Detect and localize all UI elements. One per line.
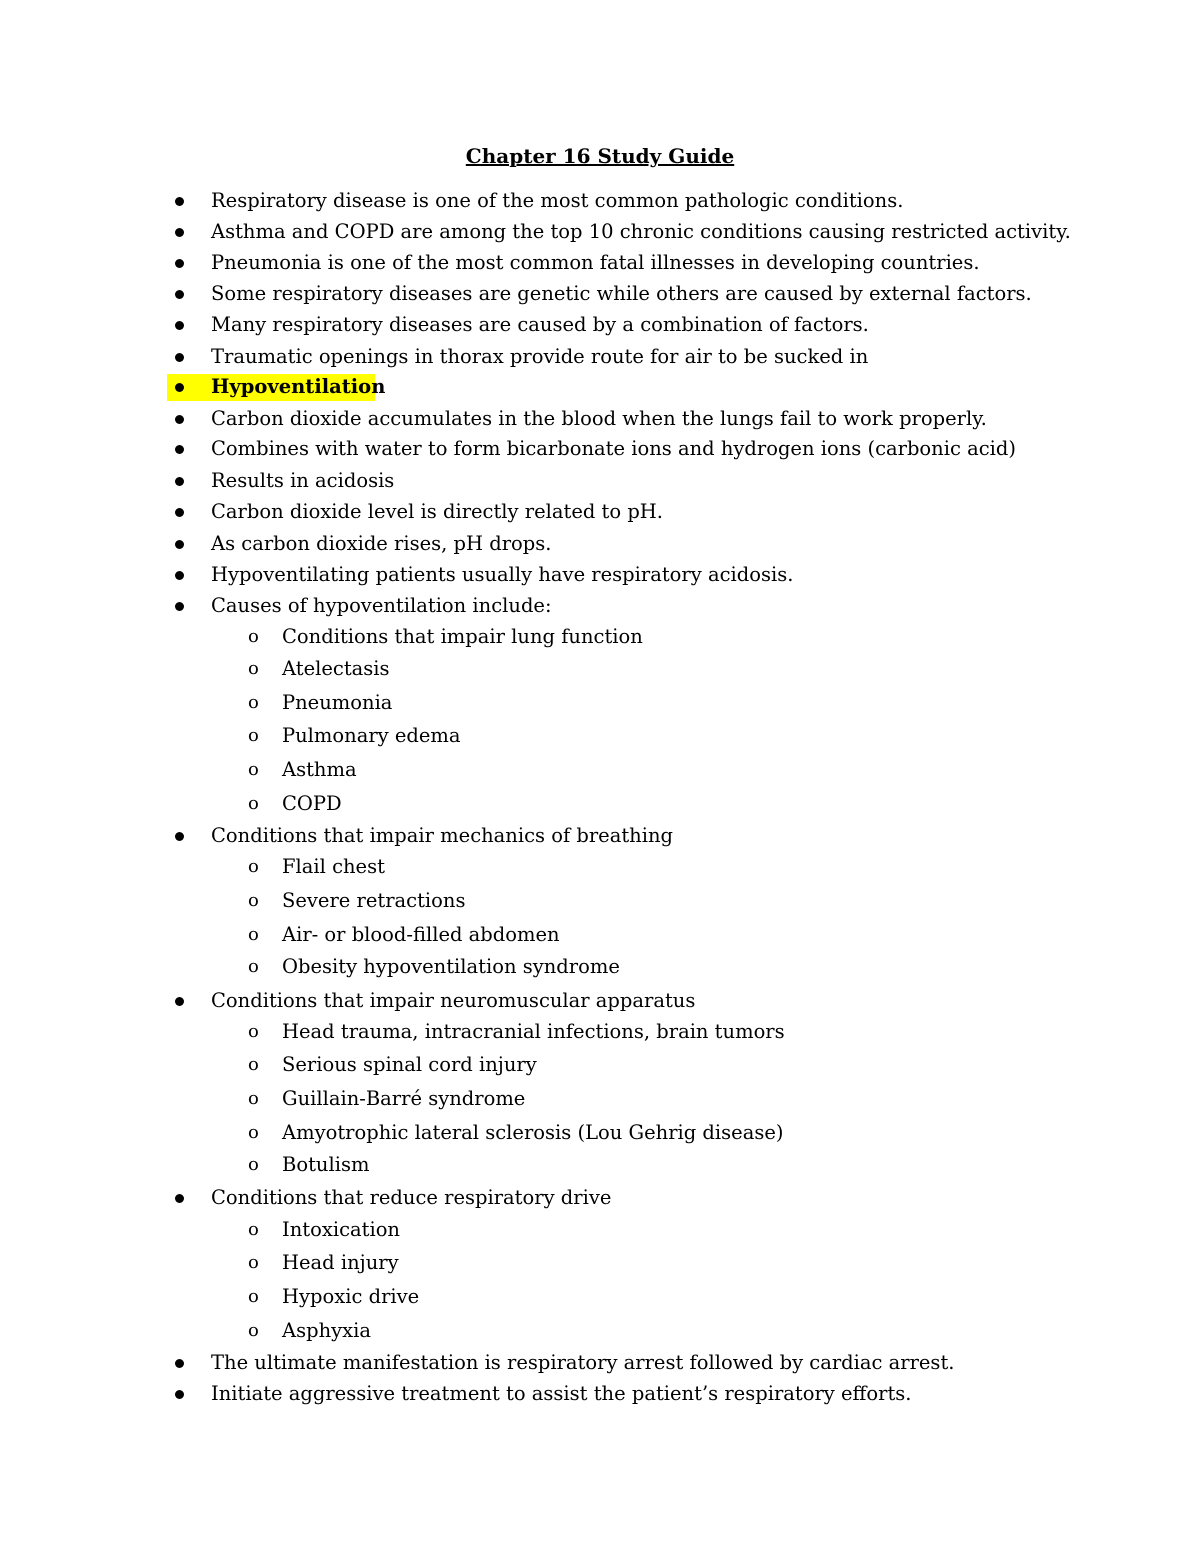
hollow-bullet-icon: o (248, 956, 259, 977)
hollow-bullet-icon: o (248, 725, 259, 746)
list-item-text: Many respiratory diseases are caused by a combination of factors. (211, 313, 869, 336)
sub-list-item-text: Amyotrophic lateral sclerosis (Lou Gehrig disease) (282, 1121, 784, 1144)
hollow-bullet-icon: o (248, 692, 259, 713)
hollow-bullet-icon: o (248, 1286, 259, 1307)
sub-list-item-text: Asphyxia (282, 1319, 372, 1342)
page-title: Chapter 16 Study Guide (465, 144, 735, 168)
sub-list-item-text: Pulmonary edema (282, 724, 461, 747)
sub-list-item-text: Head trauma, intracranial infections, brain tumors (282, 1020, 785, 1043)
hollow-bullet-icon: o (248, 1154, 259, 1175)
sub-list-item-text: Flail chest (282, 855, 385, 878)
list-item-text: Conditions that impair mechanics of breathing (211, 824, 674, 847)
bullet-icon (175, 508, 184, 517)
hollow-bullet-icon: o (248, 1320, 259, 1341)
hollow-bullet-icon: o (248, 626, 259, 647)
hollow-bullet-icon: o (248, 793, 259, 814)
sub-list-item-text: Air- or blood-filled abdomen (282, 923, 560, 946)
list-item-text: Asthma and COPD are among the top 10 chronic conditions causing restricted activity. (211, 220, 1071, 243)
hollow-bullet-icon: o (248, 856, 259, 877)
hollow-bullet-icon: o (248, 1219, 259, 1240)
bullet-icon (175, 228, 184, 237)
bullet-icon (175, 602, 184, 611)
bullet-icon (175, 997, 184, 1006)
hollow-bullet-icon: o (248, 658, 259, 679)
list-item-text: Combines with water to form bicarbonate ions and hydrogen ions (carbonic acid) (211, 437, 1016, 460)
hollow-bullet-icon: o (248, 1021, 259, 1042)
sub-list-item-text: Pneumonia (282, 691, 393, 714)
sub-list-item-text: Botulism (282, 1153, 370, 1176)
list-item-text: Pneumonia is one of the most common fatal illnesses in developing countries. (211, 251, 980, 274)
list-item-text: Carbon dioxide level is directly related to pH. (211, 500, 664, 523)
hollow-bullet-icon: o (248, 1252, 259, 1273)
list-item-text: Carbon dioxide accumulates in the blood when the lungs fail to work properly. (211, 407, 987, 430)
list-item-text: Traumatic openings in thorax provide route for air to be sucked in (211, 345, 869, 368)
bullet-icon (175, 832, 184, 841)
sub-list-item-text: Atelectasis (282, 657, 390, 680)
sub-list-item-text: COPD (282, 792, 342, 815)
bullet-icon (175, 383, 184, 392)
bullet-icon (175, 321, 184, 330)
bullet-icon (175, 540, 184, 549)
hollow-bullet-icon: o (248, 759, 259, 780)
bullet-icon (175, 259, 184, 268)
sub-list-item-text: Conditions that impair lung function (282, 625, 643, 648)
list-item-text: Respiratory disease is one of the most common pathologic conditions. (211, 189, 904, 212)
bullet-icon (175, 1390, 184, 1399)
bullet-icon (175, 1359, 184, 1368)
list-item-text: The ultimate manifestation is respiratory arrest followed by cardiac arrest. (211, 1351, 955, 1374)
hollow-bullet-icon: o (248, 1088, 259, 1109)
bullet-icon (175, 571, 184, 580)
sub-list-item-text: Asthma (282, 758, 357, 781)
hollow-bullet-icon: o (248, 924, 259, 945)
sub-list-item-text: Obesity hypoventilation syndrome (282, 955, 620, 978)
sub-list-item-text: Hypoxic drive (282, 1285, 420, 1308)
hollow-bullet-icon: o (248, 1122, 259, 1143)
bullet-icon (175, 290, 184, 299)
list-item-text: Conditions that reduce respiratory drive (211, 1186, 612, 1209)
bullet-icon (175, 415, 184, 424)
sub-list-item-text: Severe retractions (282, 889, 466, 912)
list-item-text: Hypoventilation (211, 375, 386, 398)
bullet-icon (175, 477, 184, 486)
bullet-icon (175, 445, 184, 454)
list-item-text: Some respiratory diseases are genetic while others are caused by external factors. (211, 282, 1032, 305)
hollow-bullet-icon: o (248, 890, 259, 911)
list-item-text: Causes of hypoventilation include: (211, 594, 552, 617)
list-item-text: As carbon dioxide rises, pH drops. (211, 532, 552, 555)
bullet-icon (175, 197, 184, 206)
bullet-icon (175, 353, 184, 362)
sub-list-item-text: Head injury (282, 1251, 399, 1274)
list-item-text: Conditions that impair neuromuscular apparatus (211, 989, 696, 1012)
sub-list-item-text: Intoxication (282, 1218, 400, 1241)
sub-list-item-text: Guillain-Barré syndrome (282, 1087, 526, 1110)
hollow-bullet-icon: o (248, 1054, 259, 1075)
bullet-icon (175, 1194, 184, 1203)
sub-list-item-text: Serious spinal cord injury (282, 1053, 537, 1076)
list-item-text: Results in acidosis (211, 469, 395, 492)
list-item-text: Hypoventilating patients usually have respiratory acidosis. (211, 563, 794, 586)
list-item-text: Initiate aggressive treatment to assist the patient’s respiratory efforts. (211, 1382, 912, 1405)
